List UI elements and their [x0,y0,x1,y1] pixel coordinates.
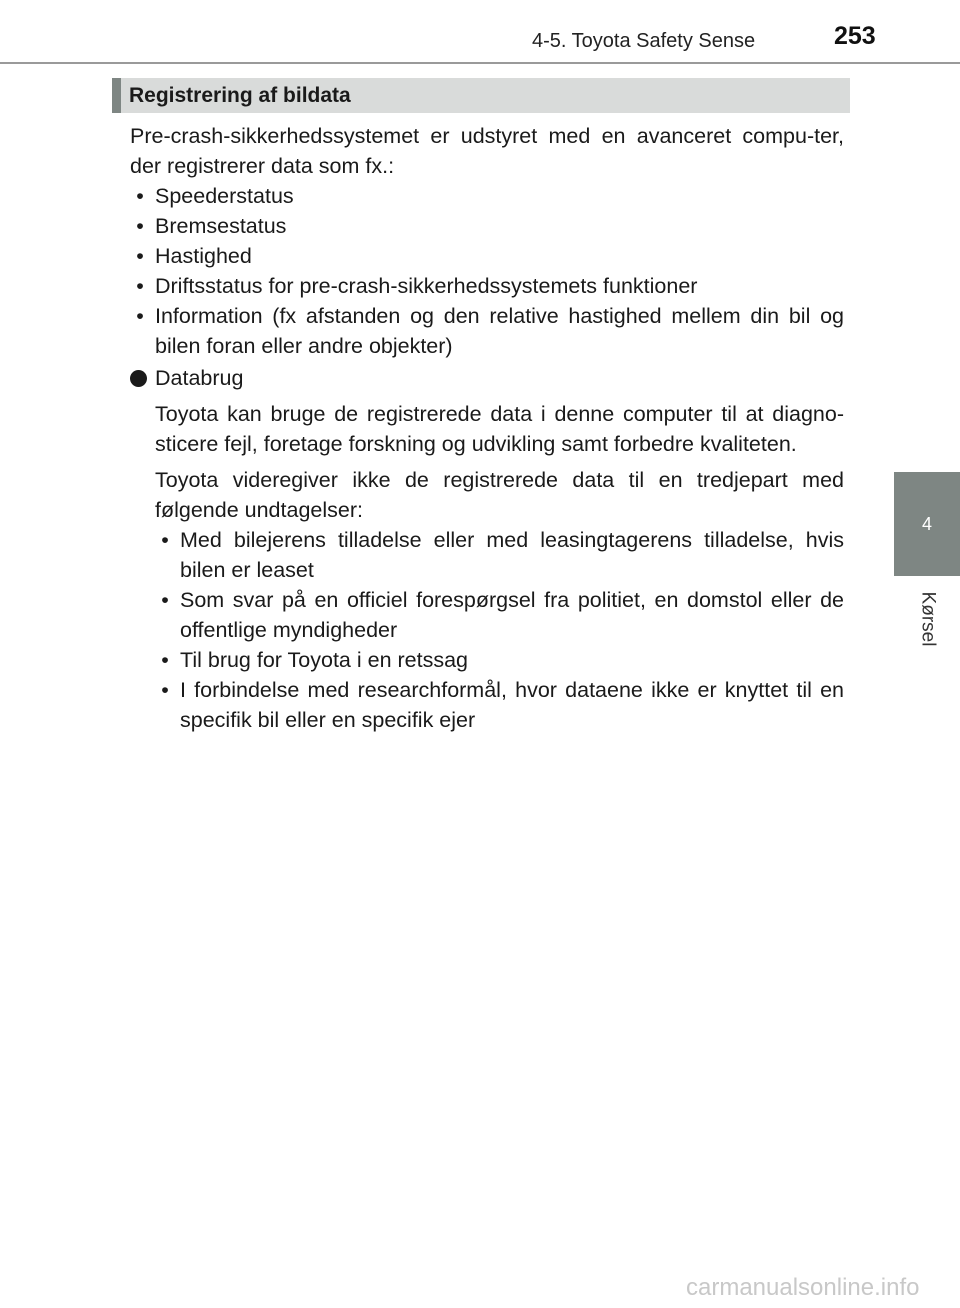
bullet-icon: • [161,648,169,672]
intro-paragraph: Pre-crash-sikkerhedssystemet er udstyret med en avanceret compu-ter, der registrerer data som fx.: [130,124,844,178]
list-item: • Til brug for Toyota i en retssag [155,645,844,675]
page-header [0,0,960,64]
bullet-icon: • [136,184,144,208]
list-item: • Hastighed [130,241,844,271]
exceptions-list [155,525,844,735]
bullet-icon: • [136,244,144,268]
list-item: • I forbindelse med researchformål, hvor dataene ikke er knyttet til en specifik bil eller en specifik ejer [155,675,844,735]
list-item: • Med bilejerens tilladelse eller med leasingtagerens tilladelse, hvis bilen er leaset [155,525,844,585]
chapter-tab [894,472,960,576]
section-heading-accent [112,78,121,113]
section-title: Registrering af bildata [129,84,351,107]
bullet-icon: • [136,274,144,298]
bullet-icon: • [161,588,169,612]
watermark: carmanualsonline.info [686,1274,920,1301]
chapter-number: 4 [921,513,932,534]
main-content [130,121,844,735]
section-heading-bar [112,78,850,113]
chapter-label-text: Kørsel [917,591,938,647]
bullet-icon: • [136,304,144,328]
databrug-paragraph-1: Toyota kan bruge de registrerede data i denne computer til at diagno-sticere fejl, foretage forskning og udvikling samt forbedre kvaliteten. [155,402,844,456]
header-divider [0,62,960,64]
databrug-paragraph-2: Toyota videregiver ikke de registrerede data til en tredjepart med følgende undtagelser: [155,468,844,522]
filled-circle-icon [130,370,147,387]
bullet-icon: • [136,214,144,238]
bullet-icon: • [161,528,169,552]
list-item: • Driftsstatus for pre-crash-sikkerhedssystemets funktioner [130,271,844,301]
chapter-label [897,584,957,654]
page-number: 253 [834,22,876,50]
list-item: • Information (fx afstanden og den relative hastighed mellem din bil og bilen foran eller andre objekter) [130,301,844,361]
bullet-icon: • [161,678,169,702]
list-item: • Bremsestatus [130,211,844,241]
list-item: • Som svar på en officiel forespørgsel fra politiet, en domstol eller de offentlige myndigheder [155,585,844,645]
databrug-heading [130,363,844,393]
header-section-title: 4-5. Toyota Safety Sense [532,30,756,52]
databrug-title: Databrug [155,366,244,390]
databrug-body [155,399,844,735]
list-item: • Speederstatus [130,181,844,211]
recorded-data-list [130,181,844,361]
